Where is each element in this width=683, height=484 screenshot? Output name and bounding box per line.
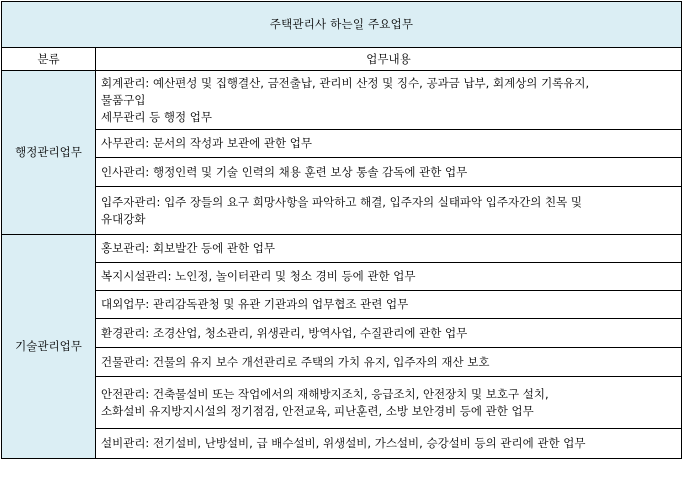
duty-row xyxy=(96,158,682,187)
duty-line: 물품구입 xyxy=(101,92,146,107)
duty-row xyxy=(96,263,682,291)
duty-line: 유대강화 xyxy=(101,211,146,226)
category-admin: 행정관리업무 xyxy=(2,71,96,235)
duty-line: 대외업무: 관리감독관청 및 유관 기관과의 업무협조 관련 업무 xyxy=(101,297,409,311)
duty-line: 인사관리: 행정인력 및 기술 인력의 채용 훈련 보상 통솔 감독에 관한 업무 xyxy=(101,164,468,179)
duty-row xyxy=(96,429,682,459)
duty-row xyxy=(96,319,682,348)
duty-row xyxy=(96,291,682,319)
duty-line: 홍보관리: 회보발간 등에 관한 업무 xyxy=(101,241,276,255)
duties-table xyxy=(1,1,682,459)
table-title: 주택관리사 하는일 주요업무 xyxy=(2,2,682,48)
duty-line: 안전관리: 건축물설비 또는 작업에서의 재해방지조치, 응급조치, 안전장치 및 보호구 설치, xyxy=(101,386,549,401)
duty-line: 세무관리 등 행정 업무 xyxy=(101,109,212,124)
duty-row xyxy=(96,187,682,235)
header-content: 업무내용 xyxy=(96,48,682,71)
duty-line: 소화설비 유지방지시설의 정기점검, 안전교육, 피난훈련, 소방 보안경비 등에 관한 업무 xyxy=(101,403,534,418)
duty-row xyxy=(96,130,682,158)
duty-row xyxy=(96,377,682,429)
duty-row xyxy=(96,71,682,130)
duty-line: 환경관리: 조경산업, 청소관리, 위생관리, 방역사업, 수질관리에 관한 업무 xyxy=(101,325,468,340)
header-category: 분류 xyxy=(2,48,96,71)
duty-line: 입주자관리: 입주 장들의 요구 희망사항을 파악하고 해결, 입주자의 실태파악 입주자간의 친목 및 xyxy=(101,194,582,209)
duty-line: 사무관리: 문서의 작성과 보관에 관한 업무 xyxy=(101,136,313,150)
category-technical: 기술관리업무 xyxy=(2,235,96,459)
duty-row xyxy=(96,235,682,263)
duty-line: 복지시설관리: 노인정, 놀이터관리 및 청소 경비 등에 관한 업무 xyxy=(101,269,416,283)
duty-line: 건물관리: 건물의 유지 보수 개선관리로 주택의 가치 유지, 입주자의 재산 보호 xyxy=(101,354,490,369)
duty-line: 설비관리: 전기설비, 난방설비, 급 배수설비, 위생설비, 가스설비, 승강설비 등의 관리에 관한 업무 xyxy=(101,436,586,450)
duty-row xyxy=(96,348,682,377)
duty-line: 회계관리: 예산편성 및 집행결산, 금전출납, 관리비 산정 및 징수, 공과금 납부, 회계상의 기록유지, xyxy=(101,75,590,90)
